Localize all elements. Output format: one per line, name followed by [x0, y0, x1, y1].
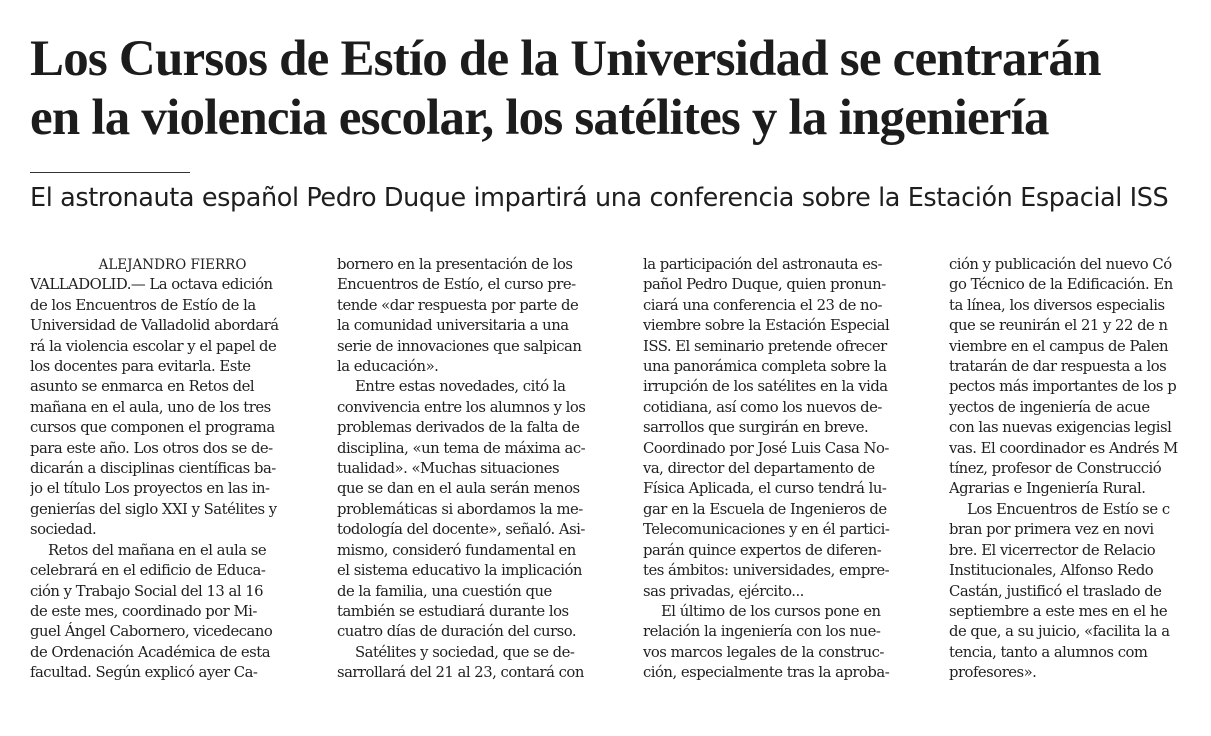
text-line: una panorámica completa sobre la: [643, 358, 887, 376]
headline: [30, 30, 1211, 148]
text-line: sas privadas, ejército...: [643, 582, 804, 600]
text-line: de Ordenación Académica de esta: [30, 643, 271, 661]
text-line: Castán, justificó el traslado de: [949, 582, 1162, 600]
article-column-2: [337, 255, 622, 695]
text-line: sarrollos que surgirán en breve.: [643, 419, 869, 437]
text-line: sarrollará del 21 al 23, contará con: [337, 664, 584, 682]
text-line: Entre estas novedades, citó la: [355, 378, 566, 396]
text-line: ción y Trabajo Social del 13 al 16: [30, 582, 264, 600]
text-line: relación la ingeniería con los nue-: [643, 623, 881, 641]
text-line: facultad. Según explicó ayer Ca-: [30, 664, 258, 682]
text-line: que se dan en el aula serán menos: [337, 480, 580, 498]
text-line: irrupción de los satélites en la vida: [643, 378, 888, 396]
text-line: Universidad de Valladolid abordará: [30, 317, 279, 335]
headline-line-2: en la violencia escolar, los satélites y la ingeniería: [30, 90, 1049, 146]
byline: ALEJANDRO FIERRO: [98, 257, 247, 273]
text-line: tes ámbitos: universidades, empre-: [643, 562, 890, 580]
text-line: todología del docente», señaló. Asi-: [337, 521, 585, 539]
text-line: asunto se enmarca en Retos del: [30, 378, 255, 396]
text-line: ción y publicación del nuevo Có: [949, 256, 1172, 273]
text-line: Física Aplicada, el curso tendrá lu-: [643, 480, 887, 498]
text-line: sociedad.: [30, 521, 97, 539]
text-line: viembre en el campus de Palen: [949, 337, 1169, 355]
text-line: Institucionales, Alfonso Redo: [949, 562, 1154, 580]
text-line: tratarán de dar respuesta a los: [949, 358, 1167, 376]
text-line: pañol Pedro Duque, quien pronun-: [643, 276, 886, 294]
article-column-4: [949, 255, 1211, 695]
text-line: Telecomunicaciones y en él partici-: [643, 521, 890, 539]
text-line: genierías del siglo XXI y Satélites y: [30, 500, 277, 518]
text-line: de que, a su juicio, «facilita la a: [949, 623, 1170, 641]
headline-line-1: Los Cursos de Estío de la Universidad se centrarán: [30, 31, 1101, 87]
text-line: bornero en la presentación de los: [337, 256, 573, 273]
text-line: ción, especialmente tras la aproba-: [643, 664, 890, 682]
text-line: jo el título Los proyectos en las in-: [30, 480, 270, 498]
text-line: también se estudiará durante los: [337, 602, 569, 620]
text-line: problemáticas si abordamos la me-: [337, 500, 583, 518]
text-line: pectos más importantes de los p: [949, 378, 1177, 396]
text-line: ciará una conferencia el 23 de no-: [643, 296, 882, 314]
text-line: vas. El coordinador es Andrés M: [949, 439, 1178, 457]
text-line: con las nuevas exigencias legisl: [949, 419, 1172, 437]
text-line: cursos que componen el programa: [30, 419, 275, 437]
text-line: de este mes, coordinado por Mi-: [30, 602, 257, 620]
text-line: va, director del departamento de: [643, 460, 875, 478]
text-line: cotidiana, así como los nuevos de-: [643, 398, 882, 416]
text-line: la comunidad universitaria a una: [337, 317, 569, 335]
text-line: ta línea, los diversos especialis: [949, 296, 1165, 314]
text-line: de la familia, una cuestión que: [337, 582, 552, 600]
text-line: el sistema educativo la implicación: [337, 562, 582, 580]
text-line: Encuentros de Estío, el curso pre-: [337, 276, 576, 294]
text-line: dicarán a disciplinas científicas ba-: [30, 460, 276, 478]
text-line: bran por primera vez en novi: [949, 521, 1154, 539]
text-line: rá la violencia escolar y el papel de: [30, 337, 277, 355]
text-line: El último de los cursos pone en: [661, 602, 881, 620]
text-line: celebrará en el edificio de Educa-: [30, 562, 266, 580]
text-line: profesores».: [949, 664, 1037, 682]
article-column-3: [643, 255, 928, 695]
text-line: tualidad». «Muchas situaciones: [337, 460, 560, 478]
article-column-1: [30, 255, 315, 695]
text-line: mismo, consideró fundamental en: [337, 541, 576, 559]
text-line: yectos de ingeniería de acue: [949, 398, 1150, 416]
text-line: Los Encuentros de Estío se c: [967, 500, 1170, 518]
headline-divider: [30, 172, 190, 173]
text-line: bre. El vicerrector de Relacio: [949, 541, 1156, 559]
text-line: Satélites y sociedad, que se de-: [355, 643, 575, 661]
text-line: septiembre a este mes en el he: [949, 602, 1168, 620]
text-line: la participación del astronauta es-: [643, 256, 882, 273]
text-line: tencia, tanto a alumnos com: [949, 643, 1148, 661]
text-line: los docentes para evitarla. Este: [30, 358, 251, 376]
text-line: convivencia entre los alumnos y los: [337, 398, 586, 416]
text-line: ISS. El seminario pretende ofrecer: [643, 337, 887, 355]
text-line: parán quince expertos de diferen-: [643, 541, 882, 559]
text-line: vos marcos legales de la construc-: [643, 643, 884, 661]
text-line: para este año. Los otros dos se de-: [30, 439, 273, 457]
text-line: la educación».: [337, 358, 439, 376]
text-line: Retos del mañana en el aula se: [48, 541, 267, 559]
text-line: problemas derivados de la falta de: [337, 419, 580, 437]
text-line: tínez, profesor de Construcció: [949, 460, 1162, 478]
text-line: gar en la Escuela de Ingenieros de: [643, 500, 887, 518]
text-line: go Técnico de la Edificación. En: [949, 276, 1173, 294]
text-line: mañana en el aula, uno de los tres: [30, 398, 271, 416]
text-line: VALLADOLID.— La octava edición: [30, 276, 273, 294]
text-line: guel Ángel Cabornero, vicedecano: [30, 623, 273, 641]
text-line: cuatro días de duración del curso.: [337, 623, 577, 641]
text-line: viembre sobre la Estación Especial: [643, 317, 890, 335]
text-line: tende «dar respuesta por parte de: [337, 296, 579, 314]
text-line: de los Encuentros de Estío de la: [30, 296, 256, 314]
text-line: disciplina, «un tema de máxima ac-: [337, 439, 586, 457]
text-line: que se reunirán el 21 y 22 de n: [949, 317, 1168, 335]
text-line: serie de innovaciones que salpican: [337, 337, 582, 355]
subtitle: El astronauta español Pedro Duque impartirá una conferencia sobre la Estación Espacial ISS: [30, 183, 1169, 213]
text-line: Agrarias e Ingeniería Rural.: [949, 480, 1146, 498]
text-line: Coordinado por José Luis Casa No-: [643, 439, 889, 457]
